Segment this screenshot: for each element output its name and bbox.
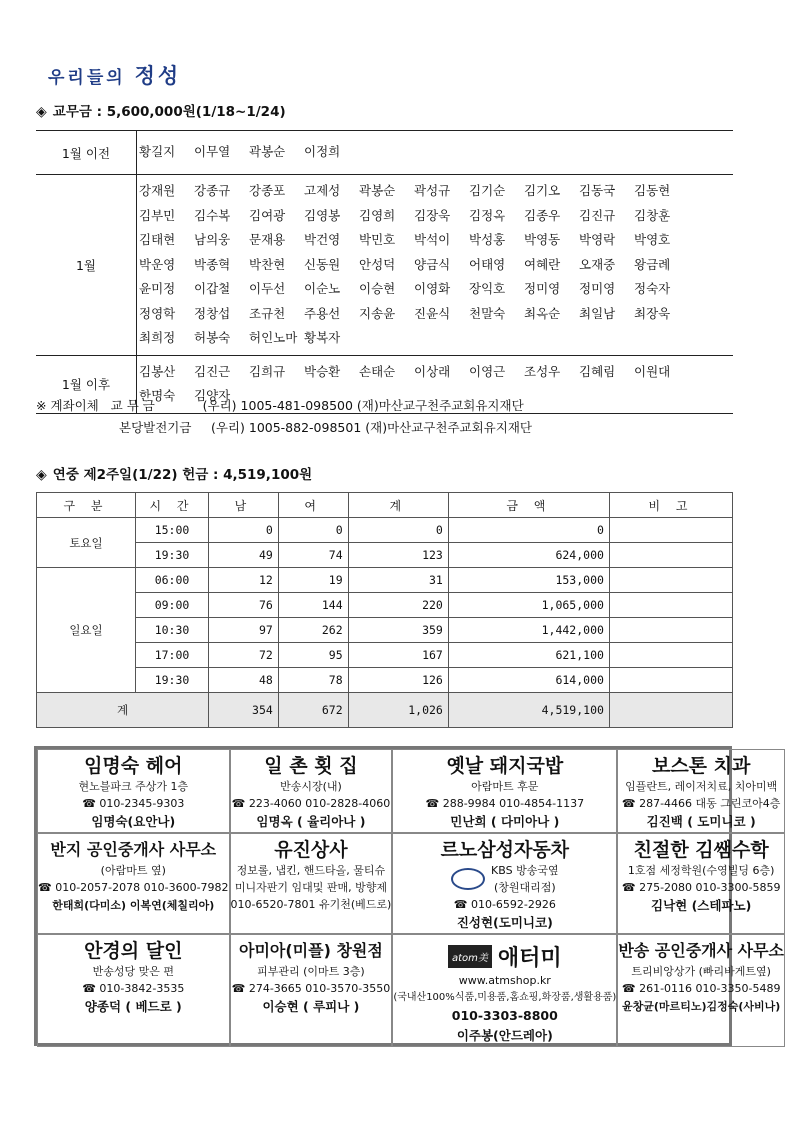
donor-name: 왕금례	[634, 256, 671, 272]
donor-name: 손태순	[359, 363, 396, 379]
donor-name: 정미영	[524, 281, 561, 296]
donor-name: 박영호	[634, 232, 671, 247]
ad-person: 임명옥 ( 율리아나 )	[256, 814, 366, 829]
table-cell: 78	[278, 668, 348, 693]
donor-name: 지송윤	[359, 305, 396, 321]
table-cell: 31	[348, 568, 448, 593]
column-header: 비 고	[609, 493, 732, 518]
donor-name: 정창섭	[194, 305, 231, 321]
table-cell	[609, 693, 732, 728]
donor-name: 김동국	[579, 183, 616, 198]
ad-line: KBS 방송국옆	[491, 864, 559, 877]
ad-person: 양종덕 ( 베드로 )	[84, 999, 182, 1014]
diamond-icon: ◈	[36, 467, 47, 483]
ad-person: 김진백 ( 도미니코 )	[646, 814, 756, 829]
table-cell: 95	[278, 643, 348, 668]
account-name: 본당발전기금	[119, 420, 192, 435]
column-header: 계	[348, 493, 448, 518]
ad-line: 반송시장(내)	[280, 780, 342, 793]
donor-name: 박운영	[139, 256, 176, 272]
ad-line: 트리비앙상가 (빠리바게트옆)	[631, 965, 771, 978]
table-cell	[609, 568, 732, 593]
table-cell: 359	[348, 618, 448, 643]
table-cell: 09:00	[136, 593, 209, 618]
ad-line: 1호점 세정학원(수영빌딩 6층)	[627, 864, 775, 877]
table-cell: 1,065,000	[448, 593, 609, 618]
ad-line: ☎ 010-2057-2078 010-3600-7982	[38, 881, 229, 894]
ad-line: 010-3303-8800	[451, 1008, 558, 1023]
donor-name: 이무열	[194, 144, 231, 160]
group-label: 1월 이후	[36, 355, 137, 413]
donor-name: 주용선	[304, 305, 341, 321]
ad-line: 정보롤, 냅킨, 핸드타올, 물티슈	[236, 864, 386, 877]
ad-name: 임명숙 헤어	[84, 755, 183, 777]
table-cell: 일요일	[37, 568, 136, 693]
atomy-logo	[393, 941, 616, 972]
table-row	[37, 568, 733, 593]
donor-name: 정숙자	[634, 281, 671, 296]
ad-grid	[34, 746, 785, 1046]
donor-name: 최희정	[139, 330, 176, 345]
table-cell: 0	[278, 518, 348, 543]
ad-name: 아미아(미플) 창원점	[239, 941, 383, 960]
table-cell: 48	[209, 668, 279, 693]
ad-line: ☎ 275-2080 010-3300-5859	[621, 881, 781, 894]
donor-name: 김정옥	[469, 207, 506, 223]
table-cell: 123	[348, 543, 448, 568]
donor-name: 박승환	[304, 363, 341, 379]
donor-name: 김희규	[249, 363, 286, 379]
table-cell	[609, 643, 732, 668]
ad-name: 반송 공인중개사 사무소	[618, 941, 785, 960]
ad-box	[392, 833, 617, 934]
table-cell: 126	[348, 668, 448, 693]
table-cell: 0	[448, 518, 609, 543]
donor-name: 김혜림	[579, 363, 616, 379]
table-row	[37, 643, 733, 668]
ad-name: 반지 공인중개사 사무소	[50, 840, 217, 859]
ad-name: 옛날 돼지국밥	[446, 755, 564, 777]
title-small: 우리들의	[48, 68, 126, 88]
table-cell: 15:00	[136, 518, 209, 543]
ad-person: 이승현 ( 루피나 )	[262, 999, 360, 1014]
ad-box	[392, 749, 617, 833]
donor-name: 이영근	[469, 363, 506, 379]
column-header: 남	[209, 493, 279, 518]
table-cell: 167	[348, 643, 448, 668]
ad-line: (국내산100%식품,미용품,홈쇼핑,화장품,생활용품)	[393, 992, 617, 1003]
name-list	[137, 131, 734, 175]
table-cell: 19:30	[136, 668, 209, 693]
diamond-icon: ◈	[36, 104, 47, 120]
ad-box	[392, 934, 617, 1047]
account-detail: (우리) 1005-882-098501 (재)마산교구천주교회유지재단	[210, 420, 532, 435]
table-cell: 19:30	[136, 543, 209, 568]
donor-name: 김진근	[194, 363, 231, 379]
donor-name: 김종우	[524, 207, 561, 223]
donor-name: 이승현	[359, 281, 396, 296]
ad-box	[37, 934, 230, 1047]
donor-name: 김부민	[139, 207, 176, 223]
ad-line: 아람마트 후문	[471, 780, 539, 793]
account-name: 교 무 금	[110, 398, 155, 413]
ad-line: (창원대리점)	[493, 881, 556, 894]
table-cell: 10:30	[136, 618, 209, 643]
table-row	[37, 668, 733, 693]
account-prefix: ※ 계좌이체	[36, 398, 99, 413]
account-info	[36, 395, 532, 439]
ad-box	[230, 749, 393, 833]
table-cell: 624,000	[448, 543, 609, 568]
table-cell: 74	[278, 543, 348, 568]
ad-line: (아람마트 옆)	[100, 864, 166, 877]
ad-line: 미니자판기 임대및 판매, 방향제	[234, 881, 387, 894]
ad-line: 현노블파크 주상가 1층	[78, 780, 189, 793]
donor-name: 김양자	[194, 388, 231, 403]
donor-name: 황복자	[304, 330, 341, 345]
ad-name: 친절한 김쌤수학	[633, 839, 769, 861]
donor-name: 박영락	[579, 232, 616, 247]
table-cell: 262	[278, 618, 348, 643]
donor-name: 남의웅	[194, 232, 231, 247]
ad-name: 일 촌 횟 집	[264, 755, 358, 777]
table-cell: 1,026	[348, 693, 448, 728]
donor-name: 김태현	[139, 232, 176, 247]
table-cell: 0	[348, 518, 448, 543]
table-cell: 144	[278, 593, 348, 618]
donation-row	[36, 131, 733, 175]
page-title	[48, 60, 181, 90]
ad-box	[37, 833, 230, 934]
renault-logo-icon	[451, 868, 485, 890]
ad-line: www.atmshop.kr	[458, 974, 551, 987]
column-header: 시 간	[136, 493, 209, 518]
table-cell: 49	[209, 543, 279, 568]
ad-box	[617, 749, 785, 833]
table-cell: 672	[278, 693, 348, 728]
donor-name: 고제성	[304, 183, 341, 198]
ad-line: ☎ 287-4466 대동 그린코아4층	[621, 797, 781, 810]
donor-name: 박민호	[359, 232, 396, 247]
donor-name: 양금식	[414, 256, 451, 272]
donor-name: 김장욱	[414, 207, 451, 223]
table-cell	[609, 618, 732, 643]
table-cell: 06:00	[136, 568, 209, 593]
donor-name: 박찬현	[249, 256, 286, 272]
ad-person: 민난희 ( 다미아나 )	[450, 814, 560, 829]
donor-name: 강종포	[249, 183, 286, 198]
header-row	[37, 493, 733, 518]
donor-name: 신동원	[304, 256, 341, 272]
ad-box	[230, 934, 393, 1047]
total-row	[37, 693, 733, 728]
group-label: 1월	[36, 175, 137, 356]
donor-name: 정영학	[139, 305, 176, 321]
ad-line: ☎ 010-3842-3535	[82, 982, 185, 995]
ad-box	[617, 934, 785, 1047]
donation-row	[36, 175, 733, 356]
logo-row	[393, 862, 616, 896]
attendance-table	[36, 492, 733, 728]
account-row	[36, 395, 532, 417]
donor-name: 강종규	[194, 183, 231, 198]
donor-name: 이정희	[304, 144, 341, 160]
table-cell	[609, 518, 732, 543]
account-detail: (우리) 1005-481-098500 (재)마산교구천주교회유지재단	[202, 398, 524, 413]
donor-name: 강재원	[139, 183, 176, 198]
table-cell: 621,100	[448, 643, 609, 668]
donor-name: 박종혁	[194, 256, 231, 272]
column-header: 금 액	[448, 493, 609, 518]
donor-name: 이순노	[304, 281, 341, 296]
title-big: 정성	[134, 64, 182, 88]
ad-name: 르노삼성자동차	[440, 839, 570, 861]
donor-name: 오재중	[579, 256, 616, 272]
donor-name: 진윤식	[414, 305, 451, 321]
donor-name: 김봉산	[139, 363, 176, 379]
donor-name: 김영희	[359, 207, 396, 223]
table-cell: 토요일	[37, 518, 136, 568]
donor-name: 조성우	[524, 363, 561, 379]
attendance-heading: ◈ 연중 제2주일(1/22) 헌금 : 4,519,100원	[36, 467, 313, 483]
donor-name: 김창훈	[634, 207, 671, 223]
ad-line: 피부관리 (이마트 3층)	[257, 965, 365, 978]
ad-line: 임플란트, 레이저치료, 치아미백	[625, 780, 778, 793]
table-cell: 614,000	[448, 668, 609, 693]
ad-person: 윤창균(마르티노)김정숙(사비나)	[622, 1000, 781, 1013]
ad-person: 이주봉(안드레아)	[456, 1028, 553, 1043]
donor-name: 한명숙	[139, 388, 176, 403]
table-cell	[609, 668, 732, 693]
ad-line: ☎ 010-2345-9303	[82, 797, 185, 810]
ad-box	[617, 833, 785, 934]
account-row	[36, 417, 532, 439]
donor-name: 최옥순	[524, 305, 561, 321]
donor-name: 김진규	[579, 207, 616, 223]
donor-name: 여혜란	[524, 256, 561, 272]
table-row	[37, 518, 733, 543]
ad-box	[37, 749, 230, 833]
donor-name: 안성덕	[359, 256, 396, 272]
donor-name: 박건영	[304, 232, 341, 247]
donor-name: 천말숙	[469, 305, 506, 321]
donor-name: 황길지	[139, 144, 176, 160]
donor-name: 김영봉	[304, 207, 341, 223]
table-cell: 12	[209, 568, 279, 593]
ad-name: 유진상사	[274, 839, 348, 861]
table-cell: 76	[209, 593, 279, 618]
donor-name: 어태영	[469, 256, 506, 272]
table-cell: 72	[209, 643, 279, 668]
donor-name: 이상래	[414, 363, 451, 379]
ad-line: ☎ 288-9984 010-4854-1137	[425, 797, 585, 810]
table-cell	[609, 543, 732, 568]
donor-name: 허봉숙	[194, 330, 231, 345]
brand-badge: atom美	[448, 945, 492, 968]
donor-name: 장익호	[469, 281, 506, 296]
donor-name: 조규천	[249, 305, 286, 321]
table-cell	[609, 593, 732, 618]
donation-heading: ◈ 교무금 : 5,600,000원(1/18~1/24)	[36, 104, 286, 120]
column-header: 구 분	[37, 493, 136, 518]
table-cell: 97	[209, 618, 279, 643]
table-cell: 1,442,000	[448, 618, 609, 643]
donor-name: 이원대	[634, 363, 671, 379]
donor-name: 김여광	[249, 207, 286, 223]
table-row	[37, 618, 733, 643]
column-header: 여	[278, 493, 348, 518]
donor-name: 허인노마	[249, 330, 298, 345]
donor-name: 김기순	[469, 183, 506, 198]
table-cell: 354	[209, 693, 279, 728]
group-label: 1월 이전	[36, 131, 137, 175]
donor-name: 김수복	[194, 207, 231, 223]
ad-name: 애터미	[497, 946, 562, 971]
table-cell: 0	[209, 518, 279, 543]
table-cell: 4,519,100	[448, 693, 609, 728]
donor-name: 곽봉순	[249, 144, 286, 160]
donor-name: 윤미정	[139, 281, 176, 296]
ad-line: ☎ 274-3665 010-3570-3550	[231, 982, 391, 995]
donor-name: 정미영	[579, 281, 616, 296]
donor-name: 최장욱	[634, 305, 671, 321]
table-cell: 17:00	[136, 643, 209, 668]
donor-name: 곽성규	[414, 183, 451, 198]
table-row	[37, 543, 733, 568]
ad-person: 김낙현 (스테파노)	[651, 898, 752, 913]
table-cell: 153,000	[448, 568, 609, 593]
ad-line: ☎ 261-0116 010-3350-5489	[621, 982, 781, 995]
table-row	[37, 593, 733, 618]
donor-name: 이갑철	[194, 281, 231, 296]
ad-name: 보스톤 치과	[651, 755, 751, 777]
ad-person: 임명숙(요안나)	[91, 814, 176, 829]
table-cell: 계	[37, 693, 209, 728]
donation-table	[36, 130, 733, 414]
donor-name: 박영동	[524, 232, 561, 247]
ad-line: 010-6520-7801 유기천(베드로)	[230, 898, 392, 911]
donor-name: 김동현	[634, 183, 671, 198]
ad-line: ☎ 223-4060 010-2828-4060	[231, 797, 391, 810]
name-list	[137, 175, 734, 356]
donor-name: 문재용	[249, 232, 286, 247]
donor-name: 이영화	[414, 281, 451, 296]
donor-name: 곽봉순	[359, 183, 396, 198]
ad-line: 반송성당 맞은 편	[92, 965, 174, 978]
ad-box	[230, 833, 393, 934]
donor-name: 박석이	[414, 232, 451, 247]
table-cell: 220	[348, 593, 448, 618]
table-cell: 19	[278, 568, 348, 593]
donor-name: 이두선	[249, 281, 286, 296]
ad-line: ☎ 010-6592-2926	[453, 898, 556, 911]
ad-person: 진성현(도미니코)	[456, 915, 553, 930]
donor-name: 김기오	[524, 183, 561, 198]
donor-name: 최일남	[579, 305, 616, 321]
donor-name: 박성홍	[469, 232, 506, 247]
ad-name: 안경의 달인	[84, 940, 183, 962]
ad-person: 한태희(다미소) 이복연(체칠리아)	[52, 899, 215, 912]
